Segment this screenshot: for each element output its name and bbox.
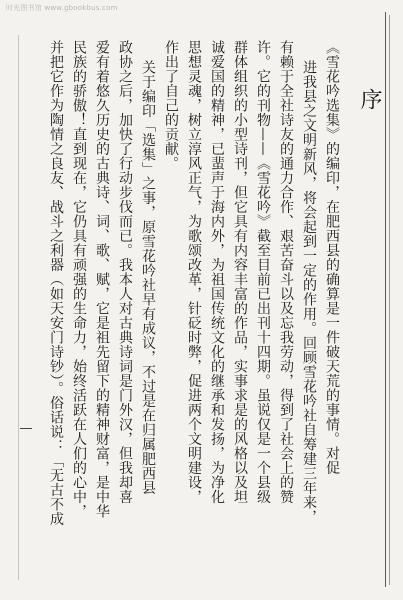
text-column-8: 作出了自己的贡献。 (163, 40, 179, 171)
text-column-6: 诚爱国的精神，已蜚声于海内外，为祖国传统文化的继承和发扬，为净化 (209, 40, 225, 504)
page-edge-rule (385, 12, 386, 587)
margin-mark (20, 428, 32, 429)
text-column-7: 思想灵魂，树立淳风正气，为歌颂改革，针砭时弊，促进两个文明建设， (186, 40, 202, 504)
text-column-10: 政协之后，加快了行动步伐而已。我本人对古典诗词是门外汉，但我却喜 (117, 40, 133, 504)
text-column-1: 《雪花吟选集》的编印，在肥西县的确算是一件破天荒的事情。对促 (324, 40, 340, 475)
text-column-9: 关于编印「选集」之事，原雪花吟社早有成议，不过是在归属肥西县 (140, 60, 156, 495)
text-column-12: 民族的骄傲！直到现在，它仍具有顽强的生命力，始终活跃在人们的心中， (71, 40, 87, 519)
text-column-13: 并把它作为陶情之良友、战斗之利器（如天安门诗钞）。俗话说：「无古不成 (48, 40, 64, 526)
watermark: 时光图书馆 www.gbookbus.com (6, 4, 118, 12)
text-column-4: 许。它的刊物——《雪花吟》截至目前已出刊十四期。虽说仅是一个县级 (255, 40, 271, 504)
text-column-2: 进我县之文明新风，将会起到一定的作用。回顾雪花吟社自筹建三年来， (301, 60, 317, 524)
gutter-rule (18, 35, 19, 580)
page-edge-rule-inner (389, 15, 390, 585)
text-column-3: 有赖于全社诗友的通力合作、艰苦奋斗以及忘我劳动，得到了社会上的赞 (278, 40, 294, 504)
page-title: 序 (357, 88, 382, 114)
text-column-5: 群体组织的小型诗刊，但它具有内容丰富的作品，实事求是的风格以及坦 (232, 40, 248, 504)
text-column-11: 爱有着悠久历史的古典诗、词、歌、赋，它是祖先留下的精神财富，是中华 (94, 40, 110, 519)
